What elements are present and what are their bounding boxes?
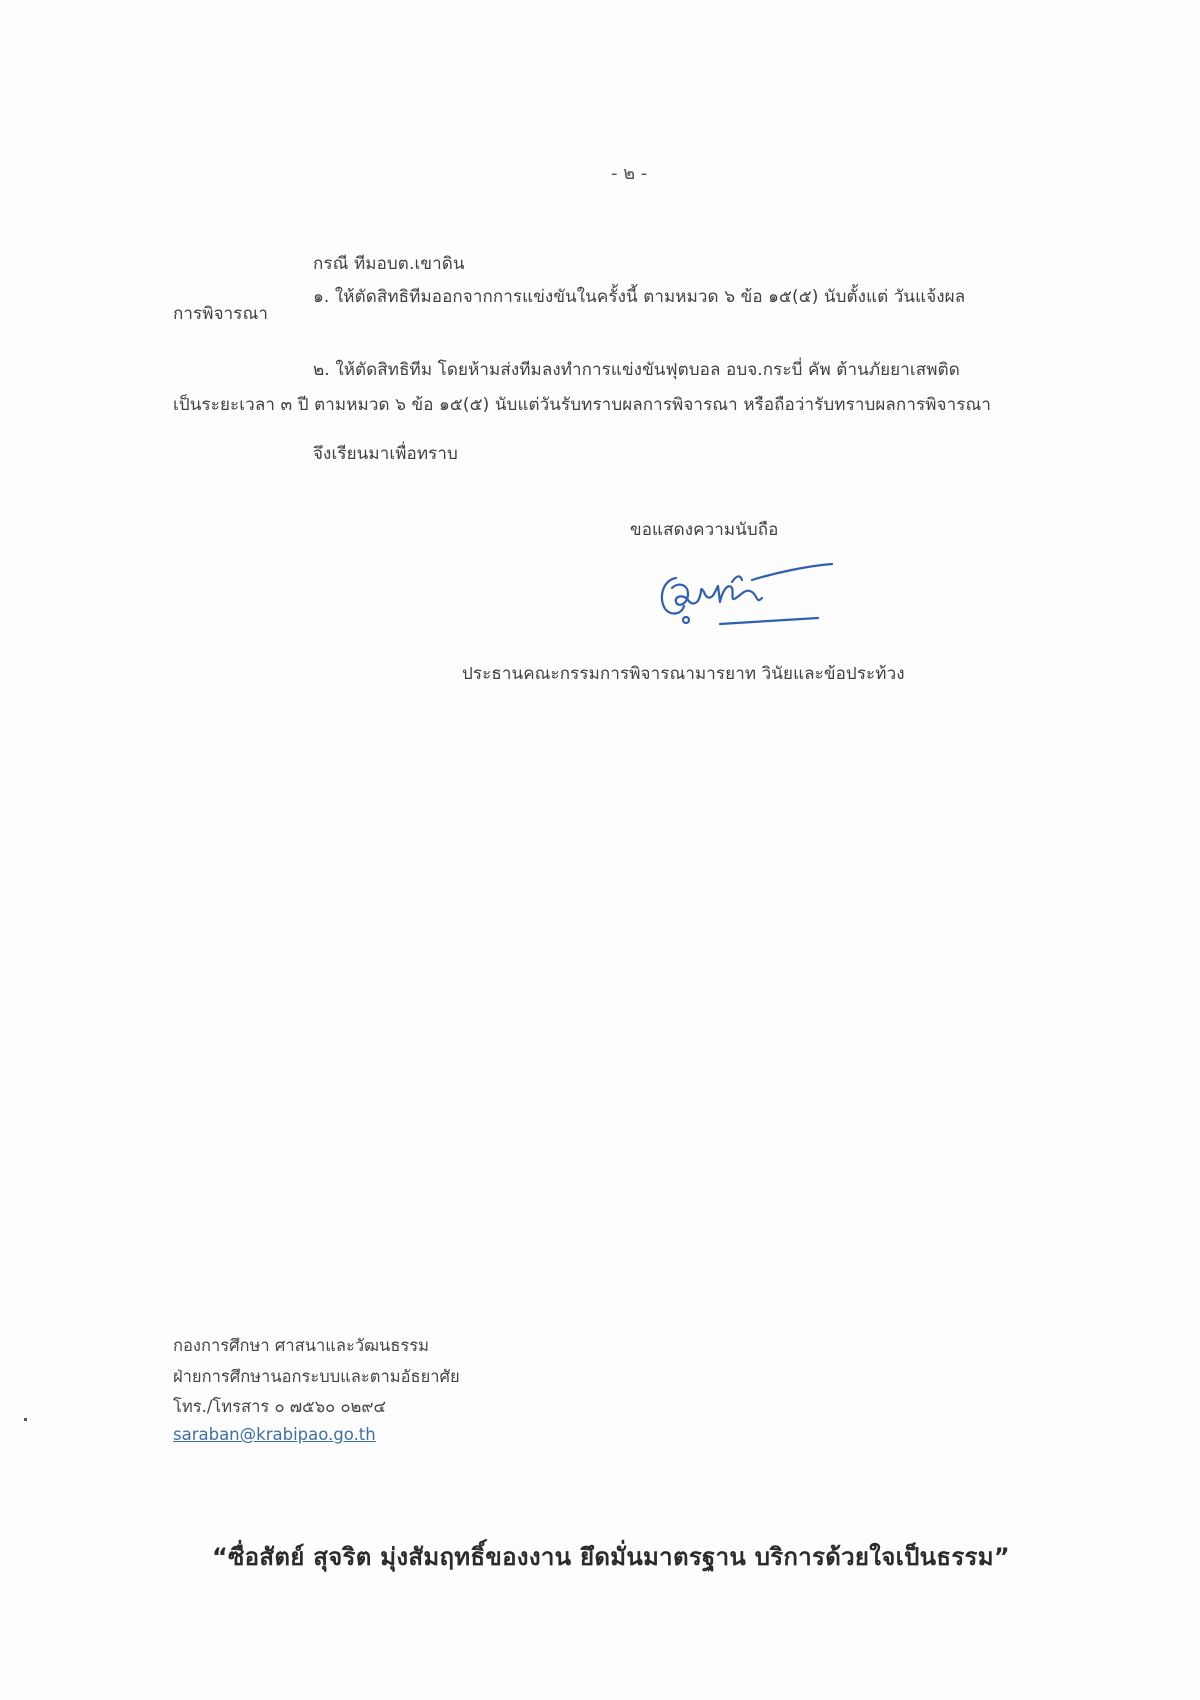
page-number: - ๒ - xyxy=(611,163,648,184)
item-2-line-2: เป็นระยะเวลา ๓ ปี ตามหมวด ๖ ข้อ ๑๕(๕) นับแต่วันรับทราบผลการพิจารณา หรือถือว่ารับทราบผลการพิจารณา xyxy=(173,395,991,415)
footer-email-link[interactable]: saraban@krabipao.go.th xyxy=(173,1425,376,1444)
scan-speck xyxy=(24,1418,27,1421)
footer-division: ฝ่ายการศึกษานอกระบบและตามอัธยาศัย xyxy=(173,1367,460,1386)
item-2-line-1: ๒. ให้ตัดสิทธิทีม โดยห้ามส่งทีมลงทำการแข่งขันฟุตบอล อบจ.กระบี่ คัพ ต้านภัยยาเสพติด xyxy=(313,360,960,380)
closing-line: จึงเรียนมาเพื่อทราบ xyxy=(313,444,458,464)
signature-icon xyxy=(648,558,838,638)
footer-phone: โทร./โทรสาร ๐ ๗๕๖๐ ๐๒๙๔ xyxy=(173,1397,386,1416)
signer-title: ประธานคณะกรรมการพิจารณามารยาท วินัยและข้อประท้วง xyxy=(462,664,905,684)
item-1-line-1: ๑. ให้ตัดสิทธิทีมออกจากการแข่งขันในครั้งนี้ ตามหมวด ๖ ข้อ ๑๕(๕) นับตั้งแต่ วันแจ้งผล xyxy=(313,287,966,307)
salutation: ขอแสดงความนับถือ xyxy=(630,520,779,540)
footer-motto: “ซื่อสัตย์ สุจริต มุ่งสัมฤทธิ์ของงาน ยึดมั่นมาตรฐาน บริการด้วยใจเป็นธรรม” xyxy=(212,1543,1010,1571)
footer-department: กองการศึกษา ศาสนาและวัฒนธรรม xyxy=(173,1336,430,1355)
case-heading: กรณี ทีมอบต.เขาดิน xyxy=(313,254,465,274)
item-1-line-2: การพิจารณา xyxy=(173,304,269,324)
